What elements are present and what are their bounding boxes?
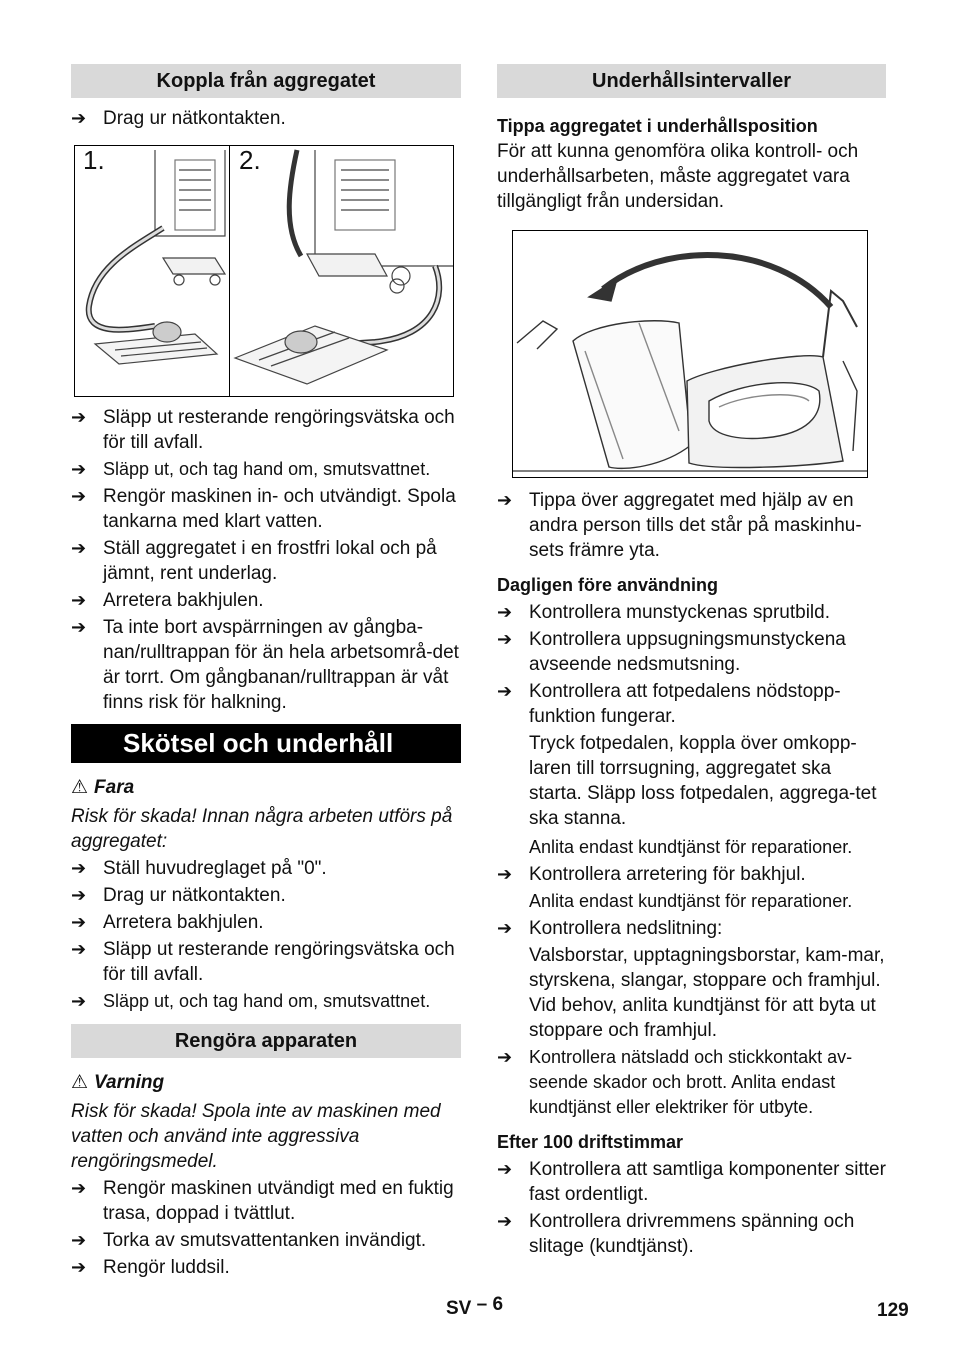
arrow-icon: ➔ [71, 939, 87, 959]
list-item [497, 1209, 886, 1259]
arrow-icon: ➔ [71, 858, 87, 878]
list-item [71, 989, 461, 1014]
footer-lang-code: SV [446, 1298, 472, 1319]
arrow-icon: ➔ [71, 407, 87, 427]
warning-label: Varning [94, 1072, 165, 1093]
heading-clean: Rengöra apparaten [71, 1024, 461, 1058]
list-item [71, 883, 461, 908]
tip-machine-illustration [513, 231, 867, 477]
list-item [71, 405, 461, 455]
figure-label-2: 2. [239, 145, 261, 175]
list-item [497, 679, 886, 729]
warning-triangle-icon: ⚠ [71, 1072, 89, 1093]
arrow-icon: ➔ [71, 991, 87, 1011]
list-item-detail: Valsborstar, upptagningsborstar, kam-mar, styrskena, slangar, stoppare och framhjul. Vid behov, anlita kundtjänst för att byta ut stoppare och framhjul. [529, 945, 885, 1041]
arrow-icon: ➔ [71, 617, 87, 637]
arrow-icon: ➔ [71, 885, 87, 905]
right-column [497, 64, 886, 1261]
list-item [497, 600, 886, 625]
list-item [497, 916, 886, 941]
page-number: 129 [877, 1300, 909, 1321]
list-item-text: Kontrollera nätsladd och stickkontakt av-seende skador och brott. Anlita endast kundtjänst eller elektriker för utbyte. [529, 1047, 853, 1117]
list-item-text: Släpp ut, och tag hand om, smutsvattnet. [103, 459, 431, 479]
list-item-text: Kontrollera nedslitning: [529, 918, 723, 939]
list-item [497, 862, 886, 887]
warning-text: Risk för skada! Spola inte av maskinen med vatten och använd inte aggressiva rengöringsmedel. [71, 1101, 441, 1172]
heading-disconnect: Koppla från aggregatet [71, 64, 461, 98]
service-note: Anlita endast kundtjänst för reparationer. [529, 891, 853, 911]
list-item [71, 457, 461, 482]
after-title: Efter 100 driftstimmar [497, 1132, 684, 1152]
danger-label: Fara [94, 777, 135, 798]
arrow-icon: ➔ [71, 486, 87, 506]
arrow-icon: ➔ [497, 1159, 513, 1179]
list-item [497, 1045, 886, 1120]
arrow-icon: ➔ [497, 681, 513, 701]
list-item-text: Släpp ut resterande rengöringsvätska och för till avfall. [103, 939, 455, 985]
arrow-icon: ➔ [71, 108, 87, 128]
warning-triangle-icon: ⚠ [71, 777, 89, 798]
list-item [497, 1157, 886, 1207]
list-item [71, 484, 461, 534]
arrow-icon: ➔ [497, 629, 513, 649]
footer-section-page: – 6 [476, 1294, 504, 1315]
footer-language [446, 1296, 503, 1321]
list-item-text: Ställ huvudreglaget på "0". [103, 858, 327, 879]
tip-title: Tippa aggregatet i underhållsposition [497, 116, 818, 136]
list-item-text: Rengör luddsil. [103, 1257, 230, 1278]
list-item [71, 856, 461, 881]
list-item-text: Arretera bakhjulen. [103, 590, 264, 611]
arrow-icon: ➔ [71, 1230, 87, 1250]
list-item-text: Kontrollera att samtliga komponenter sitter fast ordentligt. [529, 1159, 886, 1205]
list-item-text: Rengör maskinen in- och utvändigt. Spola tankarna med klart vatten. [103, 486, 456, 532]
arrow-icon: ➔ [71, 459, 87, 479]
danger-text: Risk för skada! Innan några arbeten utförs på aggregatet: [71, 806, 453, 852]
figure-label-1: 1. [83, 145, 105, 175]
list-item-detail: Tryck fotpedalen, koppla över omkopp-laren till torrsugning, aggregatet ska starta. Släpp loss fotpedalen, aggrega-tet ska stanna. [529, 733, 877, 829]
figure-tip-machine [512, 230, 868, 478]
list-item-text: Arretera bakhjulen. [103, 912, 264, 933]
left-column [71, 64, 461, 1282]
list-item-text: Kontrollera arretering för bakhjul. [529, 864, 806, 885]
list-item-text: Rengör maskinen utvändigt med en fuktig trasa, doppad i tvättlut. [103, 1178, 454, 1224]
section-title: Skötsel och underhåll [71, 724, 461, 763]
list-item-text: Kontrollera munstyckenas sprutbild. [529, 602, 830, 623]
arrow-icon: ➔ [71, 1178, 87, 1198]
list-item-text: Kontrollera drivremmens spänning och slitage (kundtjänst). [529, 1211, 855, 1257]
list-item-text: Släpp ut, och tag hand om, smutsvattnet. [103, 991, 431, 1011]
figure-divider [229, 146, 230, 396]
list-item [71, 106, 461, 131]
daily-title: Dagligen före användning [497, 575, 719, 595]
arrow-icon: ➔ [497, 918, 513, 938]
list-item-text: Släpp ut resterande rengöringsvätska och för till avfall. [103, 407, 455, 453]
list-item-text: Tippa över aggregatet med hjälp av en andra person tills det står på maskinhu-sets främre yta. [529, 490, 862, 561]
danger-label-row [71, 775, 461, 800]
list-item [71, 1176, 461, 1226]
warning-label-row [71, 1070, 461, 1095]
list-item-text: Kontrollera uppsugningsmunstyckena avseende nedsmutsning. [529, 629, 846, 675]
arrow-icon: ➔ [497, 1047, 513, 1067]
list-item-text: Ställ aggregatet i en frostfri lokal och på jämnt, rent underlag. [103, 538, 437, 584]
service-note: Anlita endast kundtjänst för reparationer. [529, 837, 853, 857]
list-item [497, 488, 886, 563]
list-item [71, 937, 461, 987]
list-item [71, 1255, 461, 1280]
arrow-icon: ➔ [71, 590, 87, 610]
list-item [71, 536, 461, 586]
arrow-icon: ➔ [497, 602, 513, 622]
arrow-icon: ➔ [71, 538, 87, 558]
list-item-text: Drag ur nätkontakten. [103, 108, 286, 129]
arrow-icon: ➔ [497, 1211, 513, 1231]
list-item [497, 627, 886, 677]
list-item-text: Ta inte bort avspärrningen av gångba-nan/rulltrappan för än hela arbetsområ-det är torrt. Om gångbanan/rulltrappan är våt finns risk för halkning. [103, 617, 459, 713]
list-item-text: Drag ur nätkontakten. [103, 885, 286, 906]
figure-drain-hose [74, 145, 454, 397]
list-item [71, 1228, 461, 1253]
list-item [71, 910, 461, 935]
arrow-icon: ➔ [71, 912, 87, 932]
drain-hose-illustration [75, 146, 453, 396]
list-item-text: Torka av smutsvattentanken invändigt. [103, 1230, 427, 1251]
list-item-text: Kontrollera att fotpedalens nödstopp-funktion fungerar. [529, 681, 841, 727]
list-item [71, 588, 461, 613]
heading-maintenance-intervals: Underhållsintervaller [497, 64, 886, 98]
list-item [71, 615, 461, 715]
tip-text: För att kunna genomföra olika kontroll- och underhållsarbeten, måste aggregatet vara tillgängligt från undersidan. [497, 141, 859, 212]
arrow-icon: ➔ [71, 1257, 87, 1277]
arrow-icon: ➔ [497, 490, 513, 510]
arrow-icon: ➔ [497, 864, 513, 884]
